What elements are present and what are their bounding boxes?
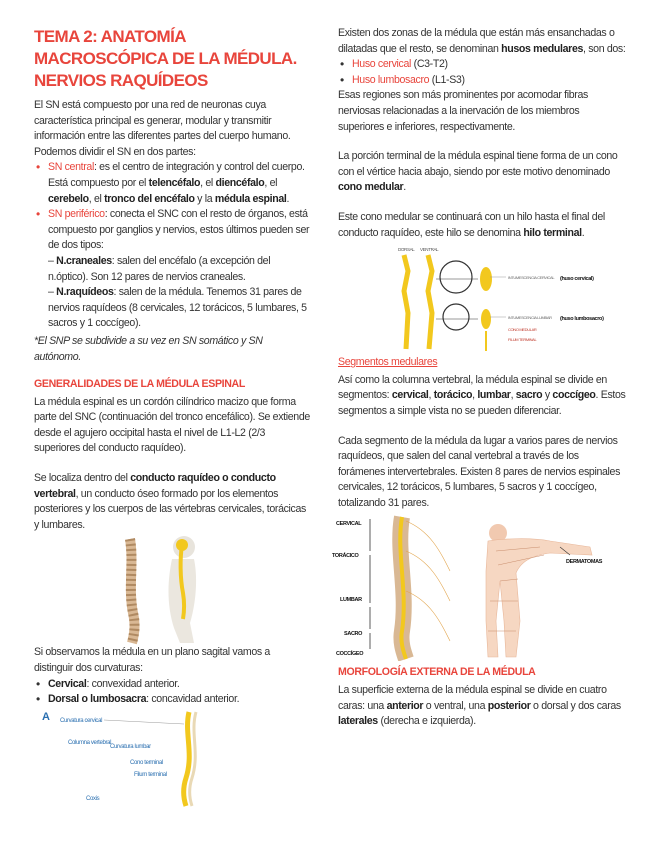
snc-text: , el bbox=[88, 192, 105, 205]
husos-figure bbox=[338, 241, 626, 353]
term-telencefalo: telencéfalo bbox=[148, 176, 201, 189]
term-posterior: posterior bbox=[487, 699, 531, 712]
cono-paragraph bbox=[338, 149, 626, 196]
segments-figure bbox=[330, 511, 626, 661]
craneales-text: : salen del encéfalo (a excepción del n.óptico). Son 12 pares de nervios craneales. bbox=[48, 254, 271, 283]
label-cono-medular: CONO MEDULAR bbox=[508, 327, 537, 333]
label-seg-cervical: CERVICAL bbox=[336, 521, 362, 528]
huso-lumbosacro-label: Huso lumbosacro bbox=[352, 73, 430, 86]
snc-label: SN central bbox=[48, 161, 94, 174]
list-item-cervical bbox=[34, 677, 310, 693]
section-title-segmentos: Segmentos medulares bbox=[338, 356, 438, 369]
curvatures-illustration bbox=[34, 708, 310, 808]
label-seg-lumbar: LUMBAR bbox=[340, 597, 362, 604]
morf-text: o dorsal y dos caras bbox=[530, 699, 621, 712]
segmentos-paragraph-2: Cada segmento de la médula da lugar a varios pares de nervios raquídeos, que salen del canal vertebral a través de los forámenes intervertebrales. Existen 8 pares de nervios espinales cervicales, 12 torácicos, 5 lumbares, 5 sacros y 1 coccígeo, totalizando 31 pares. bbox=[338, 434, 621, 509]
raquideos-paragraph bbox=[34, 285, 310, 332]
term-cerebelo: cerebelo bbox=[48, 192, 89, 205]
segmentos-paragraph-1 bbox=[338, 373, 626, 420]
term-tronco: tronco del encéfalo bbox=[104, 192, 195, 205]
snp-label: SN periférico bbox=[48, 208, 105, 221]
morfologia-paragraph bbox=[338, 683, 626, 730]
hilo-text: . bbox=[581, 226, 585, 239]
right-column bbox=[332, 26, 626, 730]
curvatures-figure bbox=[34, 708, 310, 808]
seg-text: , bbox=[472, 389, 478, 402]
list-item-dorsal bbox=[34, 692, 310, 708]
intro-paragraph: El SN está compuesto por una red de neuronas cuya característica principal es generar, modular y transmitir información entre las diferentes partes del cuerpo humano. Podemos dividir el SN en dos partes: bbox=[34, 99, 291, 158]
page-title: TEMA 2: ANATOMÍA MACROSCÓPICA DE LA MÉDULA. NERVIOS RAQUÍDEOS bbox=[34, 27, 297, 90]
label-cono-terminal: Cono terminal bbox=[130, 759, 163, 766]
term-anterior: anterior bbox=[386, 699, 424, 712]
label-seg-sacro: SACRO bbox=[344, 631, 363, 638]
snc-text: : es el centro de integración y control del cuerpo. Está compuesto por el bbox=[48, 161, 305, 189]
label-seg-toracico: TORÁCICO bbox=[332, 553, 359, 560]
spine-figure bbox=[34, 533, 310, 645]
label-huso-lumbosacro: (huso lumbosacro) bbox=[560, 316, 604, 323]
snc-text: y la bbox=[194, 192, 215, 205]
term-hilo-terminal: hilo terminal bbox=[523, 226, 582, 239]
label-dorsal: DORSAL bbox=[398, 247, 415, 253]
snc-text: , el bbox=[264, 176, 278, 189]
label-huso-cervical: (huso cervical) bbox=[560, 276, 594, 283]
dash: – bbox=[48, 286, 57, 299]
morf-text: La superficie externa de la médula espinal se divide en cuatro caras: una bbox=[338, 684, 607, 712]
morf-text: (derecha e izquierda). bbox=[377, 715, 476, 728]
huso-lumbosacro-range: (L1-S3) bbox=[429, 73, 465, 86]
husos-text: , son dos: bbox=[583, 42, 626, 55]
gen-text: , un conducto óseo formado por los elementos posteriores y los cuerpos de las vértebras cervicales, torácicas y lumbares. bbox=[34, 487, 306, 531]
dorsal-label: Dorsal o lumbosacra bbox=[48, 693, 147, 706]
term-laterales: laterales bbox=[338, 715, 378, 728]
cono-text: La porción terminal de la médula espinal tiene forma de un cono con el vértice hacia abajo, siendo por este motivo denominado bbox=[338, 150, 618, 178]
term-toracico: torácico bbox=[433, 389, 473, 402]
craneales-label: N.craneales bbox=[56, 254, 112, 267]
section-title-morfologia: MORFOLOGÍA EXTERNA DE LA MÉDULA bbox=[338, 666, 536, 679]
label-filum-terminal: Filum terminal bbox=[134, 771, 167, 778]
label-seg-coccigeo: COCCÍGEO bbox=[336, 651, 364, 658]
term-conducto: conducto raquídeo o conducto vertebral bbox=[34, 472, 276, 500]
segments-illustration bbox=[330, 511, 626, 661]
section-title-generalidades: GENERALIDADES DE LA MÉDULA ESPINAL bbox=[34, 378, 245, 391]
seg-text: y bbox=[542, 389, 553, 402]
sagital-paragraph: Si observamos la médula en un plano sagital vamos a distinguir dos curvaturas: bbox=[34, 646, 270, 675]
gen-text: Se localiza dentro del bbox=[34, 472, 131, 485]
craneales-paragraph bbox=[34, 254, 310, 285]
huso-cervical-label: Huso cervical bbox=[352, 58, 412, 71]
list-item-snc bbox=[34, 160, 310, 207]
generalidades-paragraph-1: La médula espinal es un cordón cilíndrico macizo que forma parte del SNC (continuación del tronco encefálico). Se extiende desde el agujero occipital hasta el nivel de L1-L2 (2/3 superiores del conducto raquídeo). bbox=[34, 395, 310, 455]
label-columna-vertebral: Columna vertebral bbox=[68, 739, 112, 746]
dorsal-text: : concavidad anterior. bbox=[146, 693, 240, 706]
vertebral-column-drawing bbox=[130, 539, 135, 643]
husos-list bbox=[338, 57, 626, 88]
cervical-text: : convexidad anterior. bbox=[86, 677, 180, 690]
term-coccigeo: coccígeo bbox=[552, 389, 596, 402]
seg-text: . Estos segmentos a simple vista no se pueden diferenciar. bbox=[338, 389, 626, 417]
term-diencefalo: diencéfalo bbox=[215, 176, 265, 189]
seg-text: Así como la columna vertebral, la médula espinal se divide en segmentos: bbox=[338, 373, 607, 402]
term-husos: husos medulares bbox=[501, 42, 584, 55]
label-curvatura-cervical: Curvatura cervical bbox=[60, 717, 103, 724]
figure-letter: A bbox=[42, 710, 50, 723]
seg-text: , bbox=[510, 389, 516, 402]
morf-text: o ventral, una bbox=[423, 699, 488, 712]
dermatomes-drawing bbox=[486, 524, 592, 657]
body-silhouette-drawing bbox=[169, 536, 197, 643]
snp-note: *El SNP se subdivide a su vez en SN somático y SN autónomo. bbox=[34, 334, 263, 363]
husos-text: Existen dos zonas de la médula que están más ensanchadas o dilatadas que el resto, se denominan bbox=[338, 27, 615, 55]
snc-text: , el bbox=[200, 176, 216, 189]
left-column bbox=[34, 26, 310, 808]
husos-intro-paragraph bbox=[338, 26, 626, 57]
huso-cervical-range: (C3-T2) bbox=[411, 58, 448, 71]
dash: – bbox=[48, 254, 57, 267]
snc-text: . bbox=[286, 192, 290, 205]
term-medula: médula espinal bbox=[214, 192, 287, 205]
cervical-label: Cervical bbox=[48, 677, 87, 690]
label-filum-terminal: FILUM TERMINAL bbox=[508, 337, 537, 343]
list-item-huso-lumbosacro bbox=[338, 73, 626, 89]
seg-text: , bbox=[428, 389, 434, 402]
snp-text: : conecta el SNC con el resto de órganos, está compuesto por ganglios y nervios, estos últimos pueden ser de dos tipos: bbox=[48, 208, 310, 252]
label-int-cervical: INTUMESCENCIA CERVICAL bbox=[508, 275, 555, 281]
list-item-snp bbox=[34, 207, 310, 254]
spine-illustration bbox=[34, 533, 310, 645]
husos-illustration bbox=[338, 241, 626, 353]
raquideos-text: : salen de la médula. Tenemos 31 pares de nervios raquídeos (8 cervicales, 12 torácicos, 5 lumbares, 5 sacros y 1 coccígeo). bbox=[48, 286, 307, 330]
label-curvatura-lumbar: Curvatura lumbar bbox=[110, 743, 151, 750]
raquideos-label: N.raquídeos bbox=[56, 286, 114, 299]
generalidades-paragraph-2 bbox=[34, 471, 310, 533]
label-ventral: VENTRAL bbox=[420, 247, 439, 253]
term-cono-medular: cono medular bbox=[338, 181, 404, 194]
curvaturas-list bbox=[34, 677, 310, 708]
hilo-text: Este cono medular se continuará con un hilo hasta el final del conducto raquídeo, este hilo se denomina bbox=[338, 210, 605, 239]
label-int-lumbar: INTUMESCENCIA LUMBAR bbox=[508, 315, 552, 321]
label-coxis: Coxis bbox=[86, 795, 100, 802]
list-item-huso-cervical bbox=[338, 57, 626, 73]
cono-text: . bbox=[403, 181, 406, 194]
term-lumbar: lumbar bbox=[477, 389, 511, 402]
husos-paragraph: Esas regiones son más prominentes por acomodar fibras nerviosas relacionadas a la inervación de los miembros superiores e inferiores, respectivamente. bbox=[338, 89, 588, 133]
term-cervical: cervical bbox=[391, 389, 429, 402]
sn-list bbox=[34, 160, 310, 254]
term-sacro: sacro bbox=[515, 389, 543, 402]
hilo-paragraph bbox=[338, 210, 626, 241]
label-dermatomas: DERMATOMAS bbox=[566, 559, 603, 566]
